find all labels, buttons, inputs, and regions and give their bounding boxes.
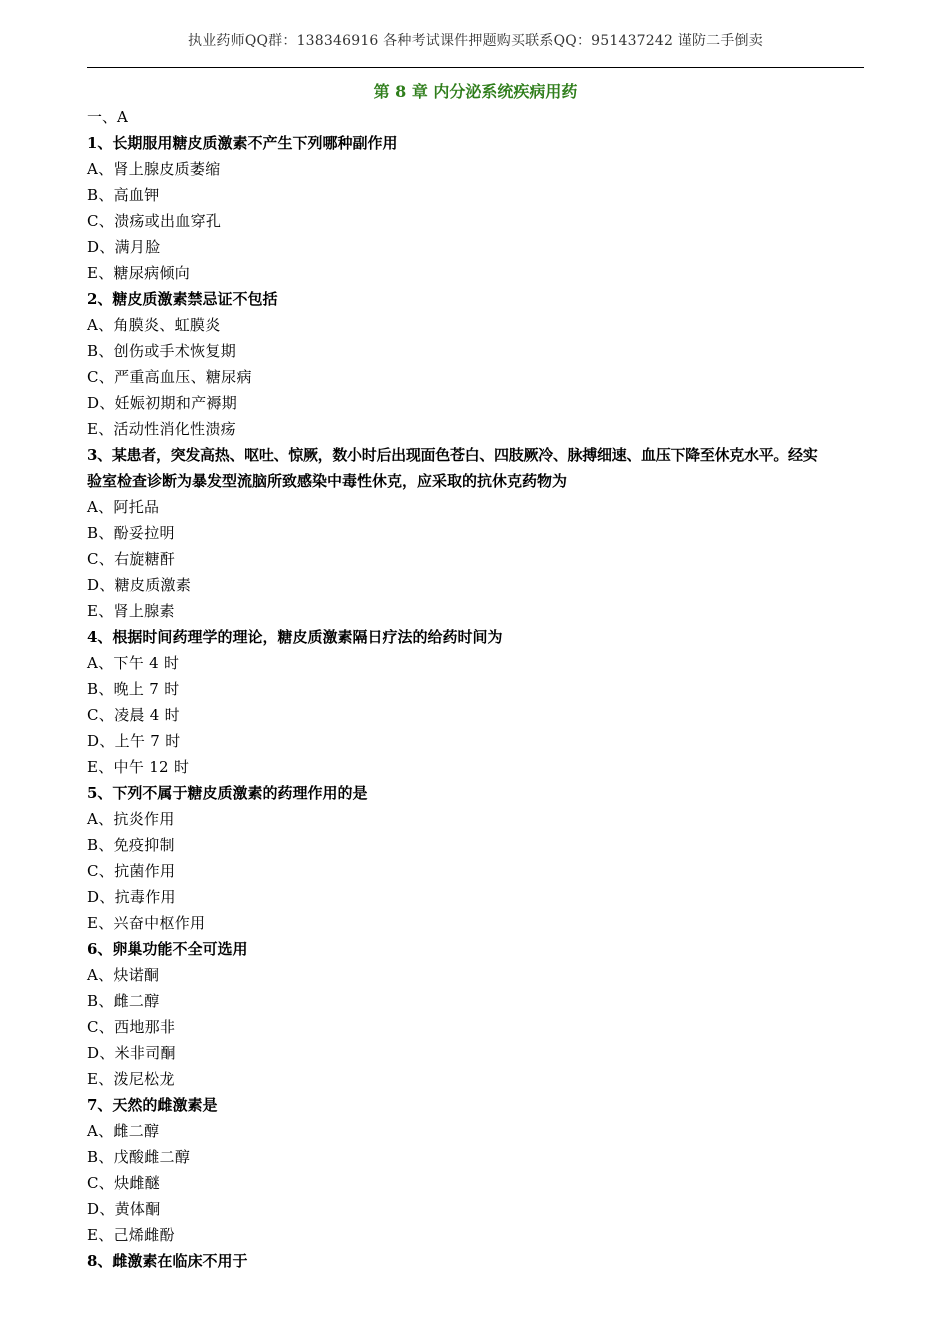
q6-option-c: C、西地那非 — [87, 1018, 176, 1036]
q4-option-c: C、凌晨 4 时 — [87, 706, 180, 724]
question-list — [87, 104, 867, 1274]
page-header: 执业药师QQ群：138346916 各种考试课件押题购买联系QQ：951437242 谨防二手倒卖 — [188, 33, 763, 49]
q6-option-d: D、米非司酮 — [87, 1044, 176, 1062]
q4-option-b: B、晚上 7 时 — [87, 680, 180, 698]
q2-option-a: A、角膜炎、虹膜炎 — [87, 316, 221, 334]
q6-option-a: A、炔诺酮 — [87, 966, 160, 984]
question-1: 1、长期服用糖皮质激素不产生下列哪种副作用 — [87, 134, 398, 152]
q5-option-a: A、抗炎作用 — [87, 810, 175, 828]
question-6: 6、卵巢功能不全可选用 — [87, 940, 248, 958]
question-4: 4、根据时间药理学的理论，糖皮质激素隔日疗法的给药时间为 — [87, 628, 503, 646]
q7-option-e: E、己烯雌酚 — [87, 1226, 175, 1244]
q5-option-b: B、免疫抑制 — [87, 836, 175, 854]
question-2: 2、糖皮质激素禁忌证不包括 — [87, 290, 278, 308]
q3-option-a: A、阿托品 — [87, 498, 160, 516]
q1-option-a: A、肾上腺皮质萎缩 — [87, 160, 221, 178]
q4-option-e: E、中午 12 时 — [87, 758, 190, 776]
chapter-title: 第 8 章 内分泌系统疾病用药 — [373, 82, 578, 101]
q2-option-c: C、严重高血压、糖尿病 — [87, 368, 252, 386]
q2-option-b: B、创伤或手术恢复期 — [87, 342, 237, 360]
q6-option-e: E、泼尼松龙 — [87, 1070, 175, 1088]
q6-option-b: B、雌二醇 — [87, 992, 160, 1010]
q2-option-e: E、活动性消化性溃疡 — [87, 420, 236, 438]
q3-option-d: D、糖皮质激素 — [87, 576, 192, 594]
question-7: 7、天然的雌激素是 — [87, 1096, 218, 1114]
question-3-line-1: 3、某患者，突发高热、呕吐、惊厥，数小时后出现面色苍白、四肢厥冷、脉搏细速、血压下降至休克水平。经实 — [87, 446, 818, 464]
question-5: 5、下列不属于糖皮质激素的药理作用的是 — [87, 784, 368, 802]
q7-option-c: C、炔雌醚 — [87, 1174, 160, 1192]
header-rule — [87, 67, 864, 68]
q1-option-c: C、溃疡或出血穿孔 — [87, 212, 222, 230]
q5-option-e: E、兴奋中枢作用 — [87, 914, 206, 932]
q5-option-d: D、抗毒作用 — [87, 888, 176, 906]
question-3-line-2: 验室检查诊断为暴发型流脑所致感染中毒性休克，应采取的抗休克药物为 — [87, 472, 568, 490]
q7-option-b: B、戊酸雌二醇 — [87, 1148, 191, 1166]
q4-option-d: D、上午 7 时 — [87, 732, 181, 750]
q2-option-d: D、妊娠初期和产褥期 — [87, 394, 238, 412]
q7-option-a: A、雌二醇 — [87, 1122, 160, 1140]
question-8: 8、雌激素在临床不用于 — [87, 1252, 248, 1270]
q3-option-b: B、酚妥拉明 — [87, 524, 175, 542]
q1-option-e: E、糖尿病倾向 — [87, 264, 191, 282]
q3-option-e: E、肾上腺素 — [87, 602, 175, 620]
q1-option-b: B、高血钾 — [87, 186, 160, 204]
q7-option-d: D、黄体酮 — [87, 1200, 161, 1218]
section-label: 一、A — [87, 108, 128, 126]
q5-option-c: C、抗菌作用 — [87, 862, 176, 880]
q4-option-a: A、下午 4 时 — [87, 654, 180, 672]
q1-option-d: D、满月脸 — [87, 238, 161, 256]
q3-option-c: C、右旋糖酐 — [87, 550, 176, 568]
